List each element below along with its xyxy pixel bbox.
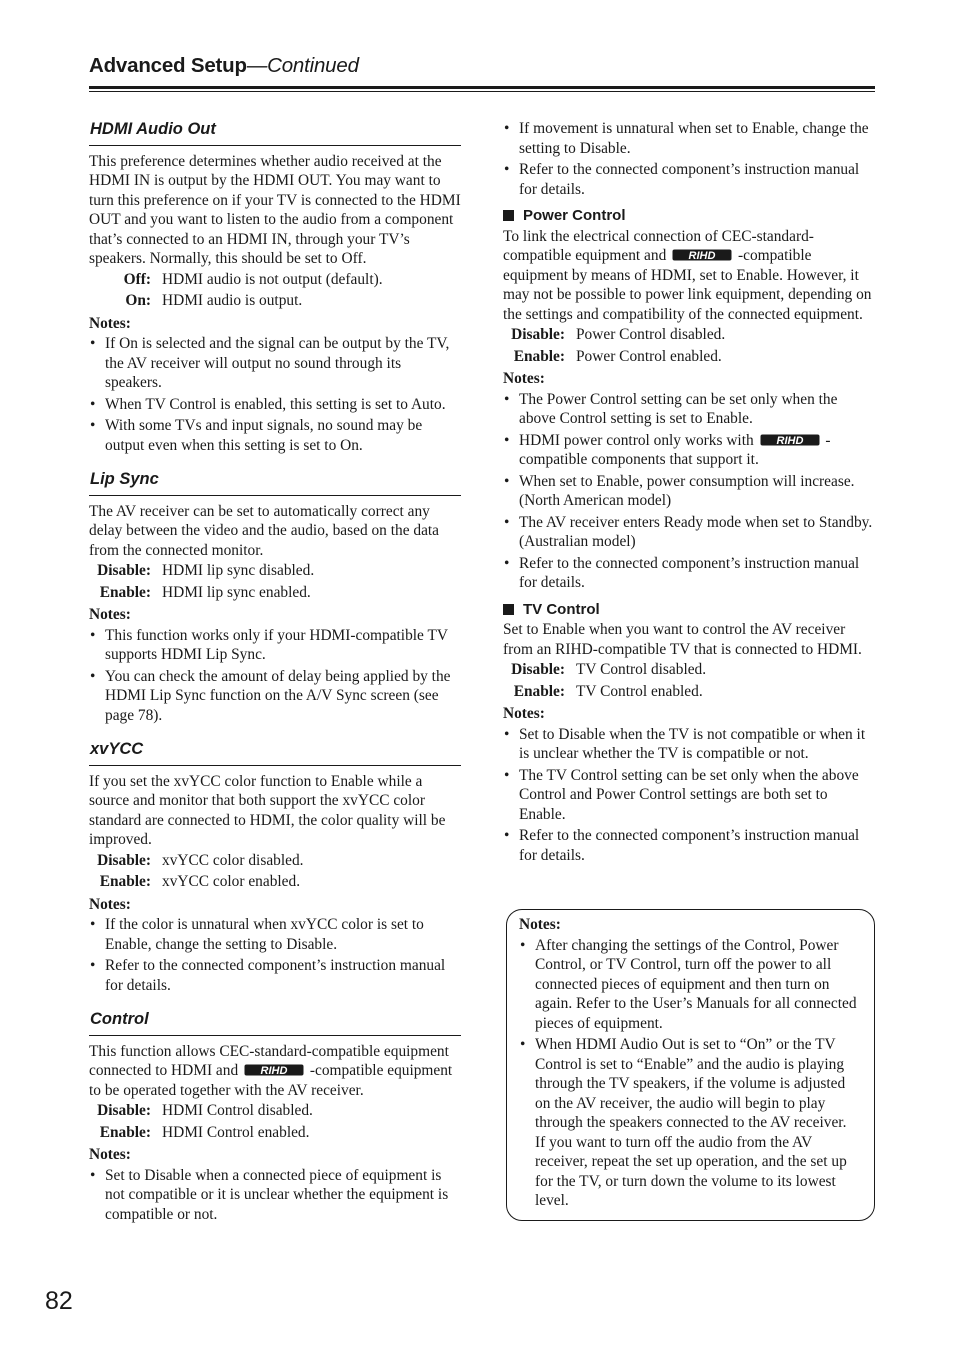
body-part: -compatible equipment by means of HDMI, set to Enable. However, it may not be possible to power link equipment, depending on the settings and compatibility of the connected equipment. (503, 247, 872, 323)
option-key: Enable: (99, 873, 151, 890)
option-value: HDMI audio is output. (162, 292, 303, 309)
section-control (89, 1008, 461, 1224)
option-value: Power Control disabled. (576, 326, 726, 343)
notes-list (519, 936, 859, 1211)
note-item: • Refer to the connected component’s instruction manual for details. (503, 160, 875, 199)
option-row (503, 682, 875, 702)
note-item: • The AV receiver enters Ready mode when set to Standby. (Australian model) (503, 513, 875, 552)
option-key: Off: (123, 270, 151, 288)
note-item: • Set to Disable when a connected piece of equipment is not compatible or it is unclear whether the equipment is compatible or not. (89, 1166, 461, 1225)
note-item: • When set to Enable, power consumption will increase. (North American model) (503, 472, 875, 511)
option-key: Enable: (513, 682, 565, 700)
notes-label: Notes: (89, 895, 131, 913)
subsection-heading-power-control (503, 206, 875, 226)
page-title (89, 54, 359, 77)
option-row (89, 1101, 461, 1121)
option-row (503, 660, 875, 680)
square-bullet-icon (503, 210, 514, 221)
note-item: • If On is selected and the signal can be output by the TV, the AV receiver will output no sound through its speakers. (89, 334, 461, 393)
note-item: • When TV Control is enabled, this setting is set to Auto. (89, 395, 461, 415)
option-row (89, 270, 461, 290)
section-body (503, 227, 875, 325)
notes-label: Notes: (503, 370, 545, 387)
header-rule-thin (89, 91, 875, 92)
note-item: • Refer to the connected component’s instruction manual for details. (503, 826, 875, 865)
option-key: On: (125, 292, 151, 309)
option-value: xvYCC color enabled. (162, 873, 301, 890)
option-key: Enable: (99, 1123, 151, 1141)
option-key: Enable: (99, 583, 151, 601)
option-value: xvYCC color disabled. (162, 851, 304, 869)
option-key: Disable: (97, 1102, 151, 1119)
section-body: Set to Enable when you want to control the AV receiver from an RIHD-compatible TV that is connected to HDMI. (503, 621, 862, 658)
notes-label: Notes: (89, 1146, 131, 1163)
notes-label: Notes: (503, 705, 545, 722)
option-row (503, 347, 875, 367)
subsection-heading-text: TV Control (523, 600, 600, 618)
section-hdmi-audio-out (89, 118, 461, 455)
section-heading: Lip Sync (89, 468, 461, 496)
option-value: HDMI lip sync enabled. (162, 583, 311, 601)
option-key: Disable: (511, 326, 565, 343)
subsection-heading-tv-control (503, 600, 875, 620)
option-key: Disable: (97, 562, 151, 579)
note-item: • Refer to the connected component’s instruction manual for details. (503, 554, 875, 593)
page-number: 82 (45, 1287, 73, 1315)
note-item: • Refer to the connected component’s instruction manual for details. (89, 956, 461, 995)
option-key: Disable: (511, 661, 565, 678)
option-key: Enable: (513, 347, 565, 365)
option-value: HDMI Control disabled. (162, 1102, 313, 1119)
left-column (89, 118, 461, 1237)
note-item: • Set to Disable when the TV is not compatible or when it is unclear whether the TV is compatible or not. (503, 725, 875, 764)
square-bullet-icon (503, 604, 514, 615)
section-body: This preference determines whether audio received at the HDMI IN is output by the HDMI OUT. You may want to turn this preference on if your TV is connected to the HDMI OUT and you want to listen to the audio from a component that’s connected to an HDMI IN, through your TV’s speakers. Normally, this should be set to Off. (89, 152, 461, 267)
note-item: • The TV Control setting can be set only when the above Control and Power Control settings are both set to Enable. (503, 766, 875, 825)
note-item: • When HDMI Audio Out is set to “On” or the TV Control is set to “Enable” and the audio is playing through the TV speakers, if the volume is adjusted on the AV receiver, the audio will begin to play through the speakers connected to the AV receiver. If you want to turn off the audio from the AV receiver, repeat the set up operation, and the set up for the TV, or turn down the volume to its lowest level. (519, 1035, 859, 1211)
body-part: This function allows CEC-standard-compatible equipment connected to HDMI and (89, 1042, 449, 1079)
section-body (89, 1042, 461, 1101)
option-value: HDMI Control enabled. (162, 1123, 310, 1141)
header-continued: —Continued (246, 54, 359, 77)
right-column (503, 118, 875, 867)
rihd-logo-text: RIHD (688, 250, 716, 261)
note-item: • With some TVs and input signals, no sound may be output even when this setting is set to On. (89, 416, 461, 455)
section-body: The AV receiver can be set to automatically correct any delay between the video and the audio, based on the data from the connected monitor. (89, 502, 440, 559)
note-item: • If the color is unnatural when xvYCC color is set to Enable, change the setting to Disable. (89, 915, 461, 954)
note-item: • After changing the settings of the Control, Power Control, or TV Control, turn off the power to all connected pieces of equipment and then turn on again. Refer to the User’s Manuals for all connected pieces of equipment. (519, 936, 859, 1034)
option-value: HDMI audio is not output (default). (162, 270, 383, 288)
rihd-logo-icon (672, 249, 732, 261)
note-item (503, 431, 875, 470)
option-value: Power Control enabled. (576, 347, 722, 365)
notes-box (506, 909, 875, 1221)
option-row (89, 851, 461, 871)
option-row (89, 583, 461, 603)
note-part: HDMI power control only works with (519, 431, 754, 449)
notes-label: Notes: (89, 606, 131, 623)
section-heading: Control (89, 1008, 461, 1036)
section-heading: xvYCC (89, 738, 461, 766)
option-row (89, 872, 461, 892)
option-row (503, 325, 875, 345)
option-row (89, 291, 461, 311)
notes-list (503, 725, 875, 866)
notes-label: Notes: (519, 916, 561, 933)
header-title-text: Advanced Setup (89, 54, 247, 77)
rihd-logo-icon (760, 434, 820, 446)
page-header (89, 56, 875, 78)
note-part: -compatible components that support it. (519, 431, 831, 468)
note-item: • You can check the amount of delay being applied by the HDMI Lip Sync function on the A/V Sync screen (see page 78). (89, 667, 461, 726)
option-value: HDMI lip sync disabled. (162, 562, 315, 579)
notes-list (503, 390, 875, 593)
section-body: If you set the xvYCC color function to Enable while a source and monitor that both support the xvYCC color standard are connected to HDMI, the color quality will be improved. (89, 772, 446, 848)
option-value: TV Control enabled. (576, 682, 703, 700)
option-value: TV Control disabled. (576, 661, 707, 678)
note-item: • This function works only if your HDMI-compatible TV supports HDMI Lip Sync. (89, 626, 461, 665)
subsection-heading-text: Power Control (523, 207, 626, 224)
notes-list-continued (503, 119, 875, 199)
rihd-logo-icon (244, 1064, 304, 1076)
header-rule-thick (89, 86, 875, 89)
note-item: • If movement is unnatural when set to Enable, change the setting to Disable. (503, 119, 875, 158)
option-key: Disable: (97, 851, 151, 869)
option-row (89, 561, 461, 581)
notes-list (89, 1166, 461, 1225)
note-item: • The Power Control setting can be set only when the above Control setting is set to Enable. (503, 390, 875, 429)
notes-label: Notes: (89, 314, 131, 332)
section-xvycc (89, 738, 461, 995)
body-part: To link the electrical connection of CEC-standard-compatible equipment and (503, 227, 814, 264)
rihd-logo-text: RIHD (260, 1065, 288, 1076)
body-part: -compatible equipment to be operated together with the AV receiver. (89, 1062, 453, 1099)
section-heading: HDMI Audio Out (89, 118, 461, 146)
option-row (89, 1123, 461, 1143)
notes-list (89, 915, 461, 995)
notes-list (89, 334, 461, 455)
rihd-logo-text: RIHD (776, 434, 803, 446)
notes-list (89, 626, 461, 726)
section-lip-sync (89, 468, 461, 725)
